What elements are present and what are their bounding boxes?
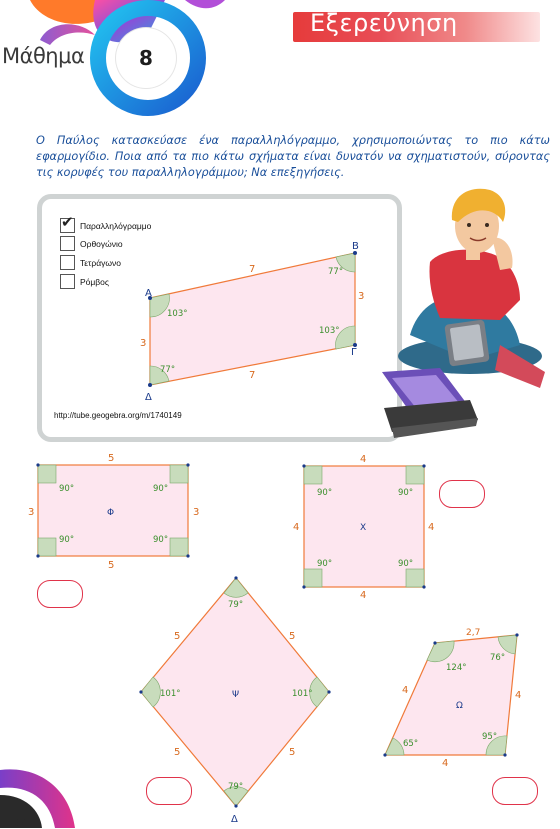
checkmark-icon: ✔ xyxy=(61,213,74,231)
angle-label: 90° xyxy=(398,559,414,569)
angle-label: 90° xyxy=(153,535,169,545)
angle-label: 79° xyxy=(228,782,244,792)
checkbox-label: Τετράγωνο xyxy=(80,257,122,268)
answer-box-phi[interactable] xyxy=(37,580,83,608)
angle-label: 90° xyxy=(59,535,75,545)
right-angle-marker xyxy=(304,569,322,587)
vertex-point xyxy=(36,554,39,557)
section-title: Εξερεύνηση xyxy=(310,9,458,37)
shape-name-label: Ω xyxy=(456,701,463,711)
side-label-right: 3 xyxy=(358,291,365,302)
right-angle-marker xyxy=(406,569,424,587)
side-label: 5 xyxy=(289,631,296,642)
angle-label: 90° xyxy=(317,559,333,569)
applet-url: http://tube.geogebra.org/m/1740149 xyxy=(54,411,182,420)
angle-label: 90° xyxy=(153,484,169,494)
angle-label: 77° xyxy=(160,365,176,375)
lesson-label: Μάθημα xyxy=(2,44,85,68)
side-label-right: 4 xyxy=(515,690,522,701)
angle-label: 90° xyxy=(317,488,333,498)
checkbox-label: Παραλληλόγραμμο xyxy=(80,220,152,231)
side-label-bottom: 4 xyxy=(442,758,449,769)
right-angle-marker xyxy=(170,538,188,556)
side-label-right: 3 xyxy=(193,507,200,518)
page-number: 32 xyxy=(12,818,26,829)
angle-label: 124° xyxy=(446,663,467,673)
vertex-point xyxy=(433,641,436,644)
angle-label: 65° xyxy=(403,739,419,749)
side-label-left: 4 xyxy=(293,522,300,533)
side-label-bottom: 7 xyxy=(249,370,256,381)
side-label-bottom: 4 xyxy=(360,590,367,601)
vertex-point xyxy=(234,804,237,807)
vertex-point xyxy=(302,464,305,467)
side-label-top: 2,7 xyxy=(466,628,481,638)
side-label-left: 3 xyxy=(140,338,147,349)
vertex-point xyxy=(422,585,425,588)
vertex-point xyxy=(234,576,237,579)
angle-label: 90° xyxy=(398,488,414,498)
vertex-point xyxy=(186,554,189,557)
shape-name-label: Φ xyxy=(107,508,115,518)
angle-label: 90° xyxy=(59,484,75,494)
side-label-left: 3 xyxy=(28,507,35,518)
right-angle-marker xyxy=(406,466,424,484)
angle-label: 79° xyxy=(228,600,244,610)
side-label-bottom: 5 xyxy=(108,560,115,571)
answer-box-omega[interactable] xyxy=(492,777,538,805)
angle-label: 76° xyxy=(490,653,506,663)
vertex-point xyxy=(503,753,506,756)
side-label-top: 7 xyxy=(249,264,256,275)
vertex-label-g: Γ xyxy=(351,347,357,358)
lesson-number: 8 xyxy=(116,28,176,88)
shape-name-label: Χ xyxy=(360,523,367,533)
angle-label: 77° xyxy=(328,267,344,277)
vertex-point xyxy=(302,585,305,588)
side-label: 5 xyxy=(174,747,181,758)
right-angle-marker xyxy=(170,465,188,483)
vertex-label-a: A xyxy=(145,288,152,299)
vertex-point xyxy=(186,463,189,466)
right-angle-marker xyxy=(304,466,322,484)
shape-name-label: Ψ xyxy=(232,690,240,700)
side-label: 5 xyxy=(289,747,296,758)
vertex-point xyxy=(383,753,386,756)
vertex-point xyxy=(139,690,142,693)
angle-label: 101° xyxy=(160,689,181,699)
right-angle-marker xyxy=(38,538,56,556)
angle-label: 101° xyxy=(292,689,313,699)
checkbox-label: Ρόμβος xyxy=(80,276,110,287)
vertex-point xyxy=(422,464,425,467)
side-label-right: 4 xyxy=(428,522,435,533)
angle-label: 103° xyxy=(167,309,188,319)
vertex-point xyxy=(327,690,330,693)
side-label-top: 5 xyxy=(108,453,115,464)
angle-label: 103° xyxy=(319,326,340,336)
question-text: Ο Παύλος κατασκεύασε ένα παραλληλόγραμμο, χρησιμοποιώντας το πιο κάτω εφαρμογίδιο. Ποια από τα πιο κάτω σχήματα είναι δυνατόν να σχηματιστούν, σύροντας τις κορυφές του παραλληλογράμμου; Να επεξηγήσεις. xyxy=(36,134,550,179)
shape-omega xyxy=(383,628,521,769)
shape-phi xyxy=(28,453,199,571)
boy-illustration xyxy=(382,189,545,438)
side-label-top: 4 xyxy=(360,454,367,465)
shape-chi xyxy=(293,454,434,601)
vertex-point xyxy=(36,463,39,466)
answer-box-psi[interactable] xyxy=(146,777,192,805)
angle-label: 95° xyxy=(482,732,498,742)
vertex-label-b: B xyxy=(352,241,359,252)
checkbox-label: Ορθογώνιο xyxy=(80,238,123,249)
vertex-point[interactable] xyxy=(148,383,152,387)
angle-marker xyxy=(310,677,329,707)
vertex-label-d: Δ xyxy=(231,814,238,825)
answer-box-chi[interactable] xyxy=(439,480,485,508)
applet-parallelogram xyxy=(140,241,364,403)
vertex-point xyxy=(515,633,518,636)
right-angle-marker xyxy=(38,465,56,483)
angle-marker xyxy=(141,677,160,707)
side-label-left: 4 xyxy=(402,685,409,696)
vertex-label-d: Δ xyxy=(145,392,152,403)
side-label: 5 xyxy=(174,631,181,642)
